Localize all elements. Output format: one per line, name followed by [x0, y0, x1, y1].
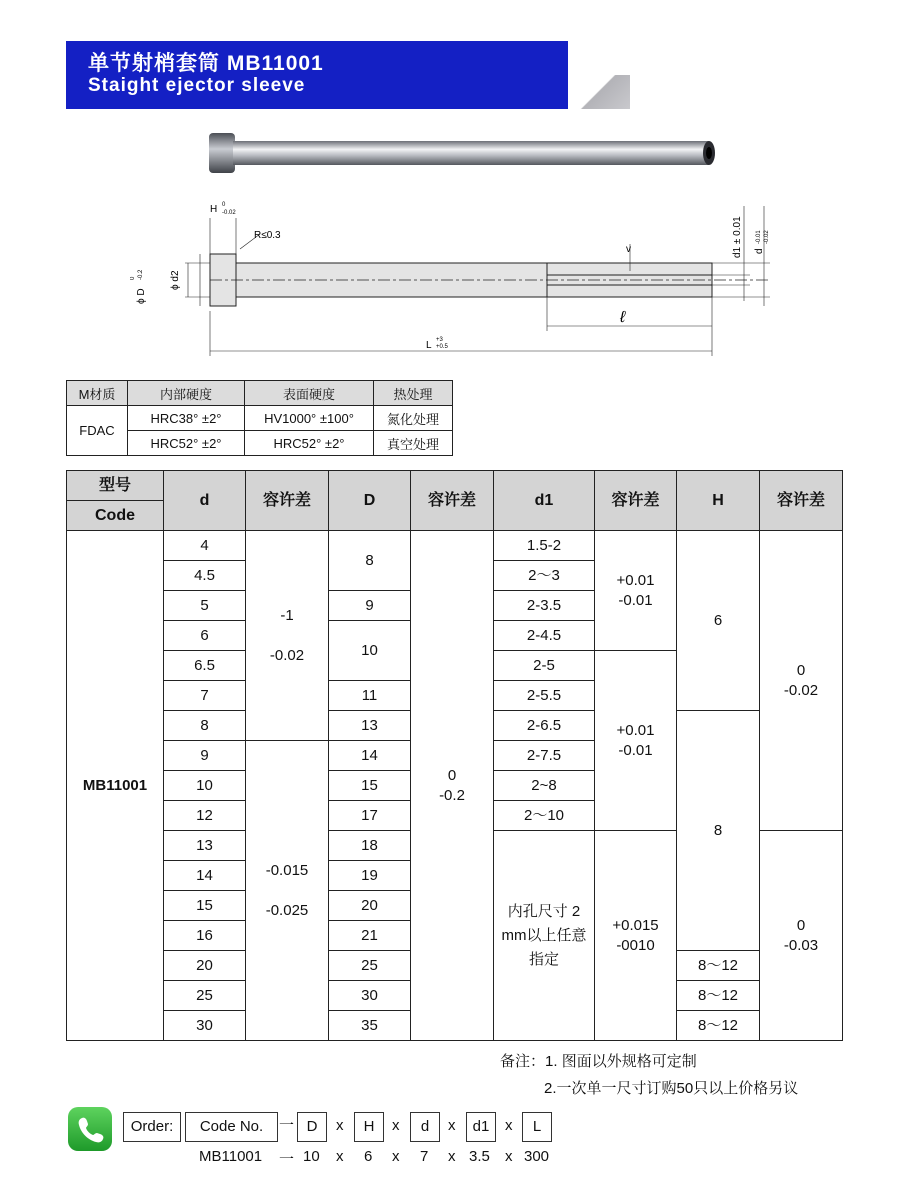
- order-x: x: [448, 1117, 456, 1134]
- material-header-row: [67, 381, 453, 406]
- tol-upper: -1: [280, 606, 294, 624]
- d-value: 8: [164, 711, 246, 741]
- d-value: 4: [164, 531, 246, 561]
- dim-ell: ℓ: [620, 309, 626, 326]
- D-value: 13: [329, 711, 411, 741]
- order-field-L: L: [522, 1112, 552, 1142]
- header-tolerance: 容许差: [595, 471, 677, 531]
- tol-upper: -0.015: [265, 861, 309, 879]
- dim-H-lower: -0.02: [222, 210, 236, 216]
- d1-value: 2～10: [494, 801, 595, 831]
- D-value: 9: [329, 591, 411, 621]
- mat-header: 热处理: [374, 381, 453, 406]
- phone-icon: [68, 1107, 112, 1151]
- example-L: 300: [524, 1148, 550, 1165]
- header-d1: d1: [494, 471, 595, 531]
- d-value: 9: [164, 741, 246, 771]
- tol-upper: +0.015: [612, 916, 659, 934]
- material-name: FDAC: [67, 406, 128, 456]
- heat-treatment: 真空处理: [374, 431, 453, 456]
- dim-d2: ϕ d2: [170, 270, 181, 290]
- dim-radius: R≤0.3: [254, 230, 281, 241]
- tol-lower: -0010: [616, 936, 655, 954]
- order-label: Order:: [123, 1112, 181, 1142]
- dim-d-upper: -0.01: [756, 230, 762, 244]
- order-field-D: D: [297, 1112, 327, 1142]
- d-value: 6.5: [164, 651, 246, 681]
- banner-decoration: [568, 75, 630, 109]
- d1-value: 2-5.5: [494, 681, 595, 711]
- d-value: 25: [164, 981, 246, 1011]
- D-value: 14: [329, 741, 411, 771]
- d1-value: 2～3: [494, 561, 595, 591]
- dim-D-lower: -0.2: [138, 269, 144, 280]
- d-value: 6: [164, 621, 246, 651]
- d-value: 10: [164, 771, 246, 801]
- dim-H-upper: 0: [222, 202, 226, 208]
- note-2: 2.一次单一尺寸订购50只以上价格另议: [544, 1080, 799, 1097]
- d-tolerance: [246, 531, 329, 741]
- d1-tolerance: [595, 831, 677, 1041]
- dim-d-lower: -0.02: [764, 230, 770, 244]
- product-photo: [200, 128, 720, 188]
- example-dash: 一: [279, 1151, 295, 1168]
- inner-hardness: HRC38° ±2°: [128, 406, 245, 431]
- mat-header: M材质: [67, 381, 128, 406]
- tol-lower: -0.03: [783, 936, 819, 954]
- d-value: 30: [164, 1011, 246, 1041]
- d-tolerance: [246, 741, 329, 1041]
- d-value: 14: [164, 861, 246, 891]
- d1-value: 2~8: [494, 771, 595, 801]
- d1-value: 2-7.5: [494, 741, 595, 771]
- H-value: 6: [677, 531, 760, 711]
- tol-lower: -0.01: [618, 591, 653, 609]
- dim-L-lower: +0.5: [436, 344, 448, 350]
- d1-value: 2-6.5: [494, 711, 595, 741]
- d1-value: 1.5-2: [494, 531, 595, 561]
- H-value: 8: [677, 711, 760, 951]
- table-row: [67, 531, 843, 561]
- header-tolerance: 容许差: [246, 471, 329, 531]
- mat-header: 内部硬度: [128, 381, 245, 406]
- dim-D-upper: 0: [130, 276, 136, 280]
- header-code-en: Code: [67, 501, 164, 531]
- tol-upper: 0: [447, 766, 457, 784]
- order-field-H: H: [354, 1112, 384, 1142]
- dim-H: H: [210, 204, 218, 215]
- header-code-cn: 型号: [67, 471, 164, 501]
- inner-hardness: HRC52° ±2°: [128, 431, 245, 456]
- heat-treatment: 氮化处理: [374, 406, 453, 431]
- D-value: 20: [329, 891, 411, 921]
- d-value: 7: [164, 681, 246, 711]
- title-english: Staight ejector sleeve: [88, 75, 306, 96]
- tol-upper: 0: [796, 661, 806, 679]
- d1-value: 2-3.5: [494, 591, 595, 621]
- notes-label: 备注：: [500, 1053, 546, 1070]
- d1-tolerance: [595, 651, 677, 831]
- d-value: 13: [164, 831, 246, 861]
- tol-upper: 0: [796, 916, 806, 934]
- surface-hardness: HRC52° ±2°: [245, 431, 374, 456]
- tol-lower: -0.2: [439, 786, 465, 804]
- H-tolerance: [760, 531, 843, 831]
- model-code: MB11001: [67, 531, 164, 1041]
- material-row: [67, 406, 453, 431]
- dim-L-upper: +3: [436, 337, 443, 343]
- example-x: x: [448, 1148, 456, 1165]
- header-D: D: [329, 471, 411, 531]
- tol-lower: -0.02: [269, 646, 305, 664]
- header-tolerance: 容许差: [760, 471, 843, 531]
- D-value: 15: [329, 771, 411, 801]
- notes: [500, 1048, 798, 1102]
- D-value: 18: [329, 831, 411, 861]
- d1-note-text: 内孔尺寸 2 mm以上任意指定: [501, 902, 587, 968]
- d1-tolerance: [595, 531, 677, 651]
- dim-v: v: [626, 244, 631, 255]
- D-value: 11: [329, 681, 411, 711]
- d-value: 12: [164, 801, 246, 831]
- tol-upper: +0.01: [616, 721, 655, 739]
- example-x: x: [505, 1148, 513, 1165]
- H-value: 8～12: [677, 951, 760, 981]
- order-x: x: [505, 1117, 513, 1134]
- mat-header: 表面硬度: [245, 381, 374, 406]
- order-x: x: [336, 1117, 344, 1134]
- tol-upper: +0.01: [616, 571, 655, 589]
- dim-D: ϕ D: [136, 288, 147, 304]
- note-1: [500, 1048, 798, 1075]
- D-value: 19: [329, 861, 411, 891]
- dim-d1: d1 ± 0.01: [732, 216, 743, 258]
- D-value: 30: [329, 981, 411, 1011]
- H-tolerance: [760, 831, 843, 1041]
- title-chinese: 单节射梢套筒 MB11001: [88, 52, 324, 75]
- d-value: 5: [164, 591, 246, 621]
- order-field-d: d: [410, 1112, 440, 1142]
- spec-table: [66, 470, 843, 1041]
- H-value: 8～12: [677, 981, 760, 1011]
- d1-note: [494, 831, 595, 1041]
- d-value: 4.5: [164, 561, 246, 591]
- example-model: MB11001: [199, 1148, 263, 1165]
- tol-lower: -0.01: [618, 741, 653, 759]
- tol-lower: -0.025: [265, 901, 309, 919]
- d1-value: 2-5: [494, 651, 595, 681]
- d-value: 16: [164, 921, 246, 951]
- header-H: H: [677, 471, 760, 531]
- dim-L: L: [426, 340, 432, 351]
- example-H: 6: [364, 1148, 373, 1165]
- D-value: 25: [329, 951, 411, 981]
- order-field-d1: d1: [466, 1112, 496, 1142]
- example-d: 7: [420, 1148, 429, 1165]
- D-value: 8: [329, 531, 411, 591]
- technical-drawing: [130, 196, 790, 366]
- D-value: 21: [329, 921, 411, 951]
- example-x: x: [336, 1148, 344, 1165]
- title-banner: [66, 41, 568, 109]
- header-tolerance: 容许差: [411, 471, 494, 531]
- surface-hardness: HV1000° ±100°: [245, 406, 374, 431]
- example-D: 10: [303, 1148, 320, 1165]
- order-x: x: [392, 1117, 400, 1134]
- note-1-text: 1. 图面以外规格可定制: [545, 1053, 697, 1070]
- tol-lower: -0.02: [783, 681, 819, 699]
- d1-value: 2-4.5: [494, 621, 595, 651]
- D-tolerance: [411, 531, 494, 1041]
- D-value: 10: [329, 621, 411, 681]
- d-value: 15: [164, 891, 246, 921]
- d-value: 20: [164, 951, 246, 981]
- H-value: 8～12: [677, 1011, 760, 1041]
- material-table: [66, 380, 453, 456]
- D-value: 17: [329, 801, 411, 831]
- D-value: 35: [329, 1011, 411, 1041]
- order-dash: 一: [279, 1117, 295, 1134]
- header-d: d: [164, 471, 246, 531]
- order-code: Code No.: [185, 1112, 278, 1142]
- dim-d: d: [754, 248, 765, 254]
- example-d1: 3.5: [469, 1148, 490, 1165]
- example-x: x: [392, 1148, 400, 1165]
